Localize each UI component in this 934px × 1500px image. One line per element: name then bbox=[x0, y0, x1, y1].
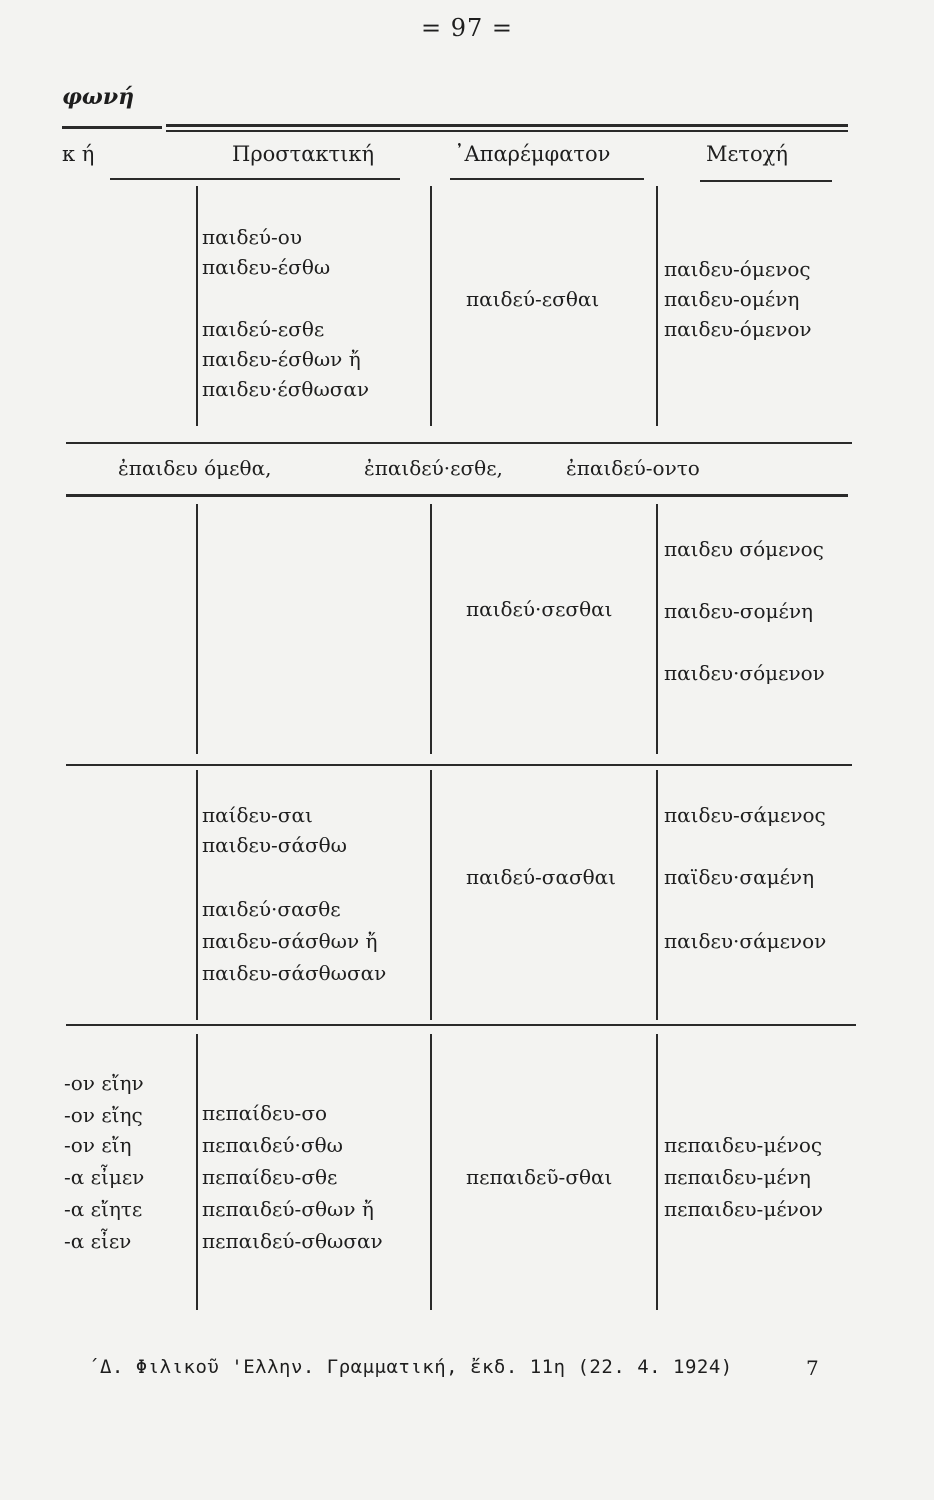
b2-participle-3: παιδευ·σόμενον bbox=[664, 661, 825, 685]
page-number: = 97 = bbox=[420, 14, 513, 42]
divider-b4-1 bbox=[196, 1034, 198, 1310]
b4-optative-4: -α εἶμεν bbox=[64, 1165, 145, 1189]
b4-imperative-5: πεπαιδεύ-σθωσαν bbox=[202, 1229, 383, 1253]
imperfect-3: ἐπαιδεύ-οντο bbox=[566, 456, 700, 480]
divider-b3-1 bbox=[196, 770, 198, 1020]
b1-imperative-4: παιδευ-έσθων ἤ bbox=[202, 347, 361, 371]
b3-participle-3: παιδευ·σάμενον bbox=[664, 929, 827, 953]
b1-participle-1: παιδευ-όμενος bbox=[664, 257, 811, 281]
b4-optative-1: -ον εἴην bbox=[64, 1071, 144, 1095]
footer-signature: 7 bbox=[806, 1356, 819, 1380]
b4-imperative-1: πεπαίδευ-σο bbox=[202, 1101, 328, 1125]
b4-participle-2: πεπαιδευ-μένη bbox=[664, 1165, 811, 1189]
b4-optative-5: -α εἴητε bbox=[64, 1197, 143, 1221]
rule-b1-bottom bbox=[66, 442, 852, 444]
divider-b4-2 bbox=[430, 1034, 432, 1310]
b4-optative-3: -ον εἴη bbox=[64, 1133, 132, 1157]
b4-optative-2: -ον εἴης bbox=[64, 1103, 143, 1127]
divider-b3-3 bbox=[656, 770, 658, 1020]
divider-b2-2 bbox=[430, 504, 432, 754]
rule-top-double bbox=[166, 130, 848, 132]
b2-infinitive: παιδεύ·σεσθαι bbox=[466, 597, 613, 621]
rule-top-left bbox=[62, 126, 162, 129]
b3-imperative-1: παίδευ-σαι bbox=[202, 803, 313, 827]
b2-participle-2: παιδευ-σομένη bbox=[664, 599, 814, 623]
b3-infinitive: παιδεύ-σασθαι bbox=[466, 865, 617, 889]
divider-b4-3 bbox=[656, 1034, 658, 1310]
divider-b1-2 bbox=[430, 186, 432, 426]
header-participle: Μετοχή bbox=[706, 142, 788, 166]
rule-imperfect-bottom bbox=[66, 494, 848, 497]
b1-imperative-3: παιδεύ-εσθε bbox=[202, 317, 325, 341]
b4-imperative-2: πεπαιδεύ·σθω bbox=[202, 1133, 343, 1157]
rule-b3-bottom bbox=[66, 1024, 856, 1026]
divider-b1-3 bbox=[656, 186, 658, 426]
b3-imperative-2: παιδευ-σάσθω bbox=[202, 833, 347, 857]
b1-imperative-2: παιδευ-έσθω bbox=[202, 255, 331, 279]
b1-imperative-1: παιδεύ-ου bbox=[202, 225, 303, 249]
b1-participle-2: παιδευ-ομένη bbox=[664, 287, 800, 311]
rule-header-mid bbox=[450, 178, 644, 180]
rule-header-right bbox=[700, 180, 832, 182]
header-col1: κ ή bbox=[62, 142, 95, 166]
header-imperative: Προστακτική bbox=[232, 142, 375, 166]
footer-citation: ΄Δ. Φιλικοῦ 'Ελλην. Γραμματική, ἔκδ. 11η (22. 4. 1924) bbox=[88, 1356, 733, 1378]
b4-participle-3: πεπαιδευ-μένον bbox=[664, 1197, 824, 1221]
imperfect-2: ἐπαιδεύ·εσθε, bbox=[364, 456, 503, 480]
imperfect-1: ἐπαιδευ όμεθα, bbox=[118, 456, 272, 480]
b1-participle-3: παιδευ-όμενον bbox=[664, 317, 812, 341]
b3-participle-2: παϊδευ·σαμένη bbox=[664, 865, 815, 889]
rule-header bbox=[110, 178, 400, 180]
b4-imperative-4: πεπαιδεύ-σθων ἤ bbox=[202, 1197, 374, 1221]
rule-b2-bottom bbox=[66, 764, 852, 766]
b3-imperative-3: παιδεύ·σασθε bbox=[202, 897, 341, 921]
b3-participle-1: παιδευ-σάμενος bbox=[664, 803, 826, 827]
b4-optative-6: -α εἶεν bbox=[64, 1229, 132, 1253]
rule-top bbox=[166, 124, 848, 127]
divider-b3-2 bbox=[430, 770, 432, 1020]
b3-imperative-4: παιδευ-σάσθων ἤ bbox=[202, 929, 378, 953]
b2-participle-1: παιδευ σόμενος bbox=[664, 537, 824, 561]
divider-b2-1 bbox=[196, 504, 198, 754]
b1-imperative-5: παιδευ·έσθωσαν bbox=[202, 377, 370, 401]
b4-participle-1: πεπαιδευ-μένος bbox=[664, 1133, 823, 1157]
header-infinitive: ᾿Απαρέμφατον bbox=[454, 142, 611, 166]
b4-infinitive: πεπαιδεῦ-σθαι bbox=[466, 1165, 613, 1189]
b1-infinitive: παιδεύ-εσθαι bbox=[466, 287, 600, 311]
b4-imperative-3: πεπαίδευ-σθε bbox=[202, 1165, 338, 1189]
divider-b1-1 bbox=[196, 186, 198, 426]
divider-b2-3 bbox=[656, 504, 658, 754]
b3-imperative-5: παιδευ-σάσθωσαν bbox=[202, 961, 387, 985]
section-title: φωνή bbox=[62, 84, 135, 110]
